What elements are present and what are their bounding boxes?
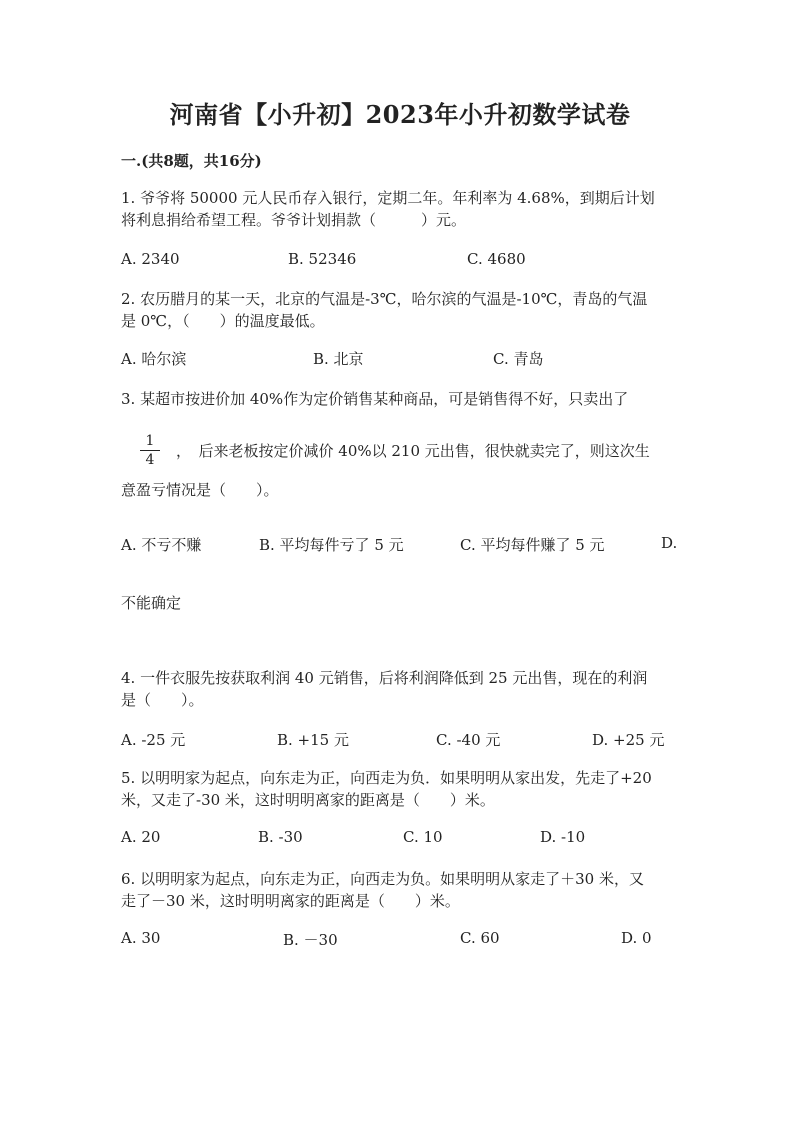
q2-option-c: C. 青岛 (493, 350, 544, 368)
question-2-line-1: 2. 农历腊月的某一天，北京的气温是-3℃，哈尔滨的气温是-10℃，青岛的气温 (121, 290, 648, 308)
fraction-bar (140, 450, 160, 451)
fraction-denominator: 4 (145, 452, 155, 468)
q2-option-a: A. 哈尔滨 (121, 350, 187, 368)
q3-option-a: A. 不亏不赚 (121, 536, 202, 554)
q5-option-a: A. 20 (121, 828, 161, 846)
q4-option-a: A. -25 元 (121, 731, 186, 749)
question-5-line-2: 米，又走了-30 米，这时明明离家的距离是（ ）米。 (121, 791, 495, 809)
page-title: 河南省【小升初】2023年小升初数学试卷 (169, 100, 631, 129)
q1-option-b: B. 52346 (288, 250, 357, 268)
question-4-line-1: 4. 一件衣服先按获取利润 40 元销售，后将利润降低到 25 元出售，现在的利润 (121, 669, 648, 687)
question-6-line-1: 6. 以明明家为起点，向东走为正，向西走为负。如果明明从家走了＋30 米，又 (121, 870, 644, 888)
q3-option-b: B. 平均每件亏了 5 元 (259, 536, 404, 554)
section-heading: 一.(共8题，共16分) (121, 152, 262, 170)
q5-option-d: D. -10 (540, 828, 586, 846)
question-1-line-2: 将利息捐给希望工程。爷爷计划捐款（ ）元。 (121, 211, 467, 229)
question-3-line-1: 3. 某超市按进价加 40%作为定价销售某种商品，可是销售得不好，只卖出了 (121, 390, 629, 408)
q4-option-b: B. +15 元 (277, 731, 349, 749)
question-4-line-2: 是（ ）。 (121, 691, 204, 709)
q1-option-c: C. 4680 (467, 250, 526, 268)
question-3-line-2: ， 后来老板按定价减价 40%以 210 元出售，很快就卖完了，则这次生 (176, 442, 650, 460)
q1-option-a: A. 2340 (121, 250, 180, 268)
q2-option-b: B. 北京 (313, 350, 364, 368)
fraction-numerator: 1 (145, 433, 155, 449)
q4-option-d: D. +25 元 (592, 731, 665, 749)
question-1-line-1: 1. 爷爷将 50000 元人民币存入银行，定期二年。年利率为 4.68%，到期后计划 (121, 189, 655, 207)
q6-option-d: D. 0 (621, 929, 652, 947)
q6-option-b: B. －30 (283, 931, 338, 949)
fraction-one-quarter (140, 433, 160, 468)
question-2-line-2: 是 0℃，（ ）的温度最低。 (121, 312, 325, 330)
question-6-line-2: 走了－30 米，这时明明离家的距离是（ ）米。 (121, 892, 460, 910)
q5-option-b: B. -30 (258, 828, 303, 846)
q3-option-d: D. (661, 534, 678, 552)
q3-option-c: C. 平均每件赚了 5 元 (460, 536, 605, 554)
q6-option-c: C. 60 (460, 929, 500, 947)
q6-option-a: A. 30 (121, 929, 161, 947)
q4-option-c: C. -40 元 (436, 731, 501, 749)
question-5-line-1: 5. 以明明家为起点，向东走为正，向西走为负．如果明明从家出发，先走了+20 (121, 769, 652, 787)
question-3-line-3: 意盈亏情况是（ ）。 (121, 481, 279, 499)
q3-option-d-text: 不能确定 (121, 594, 182, 612)
q5-option-c: C. 10 (403, 828, 443, 846)
